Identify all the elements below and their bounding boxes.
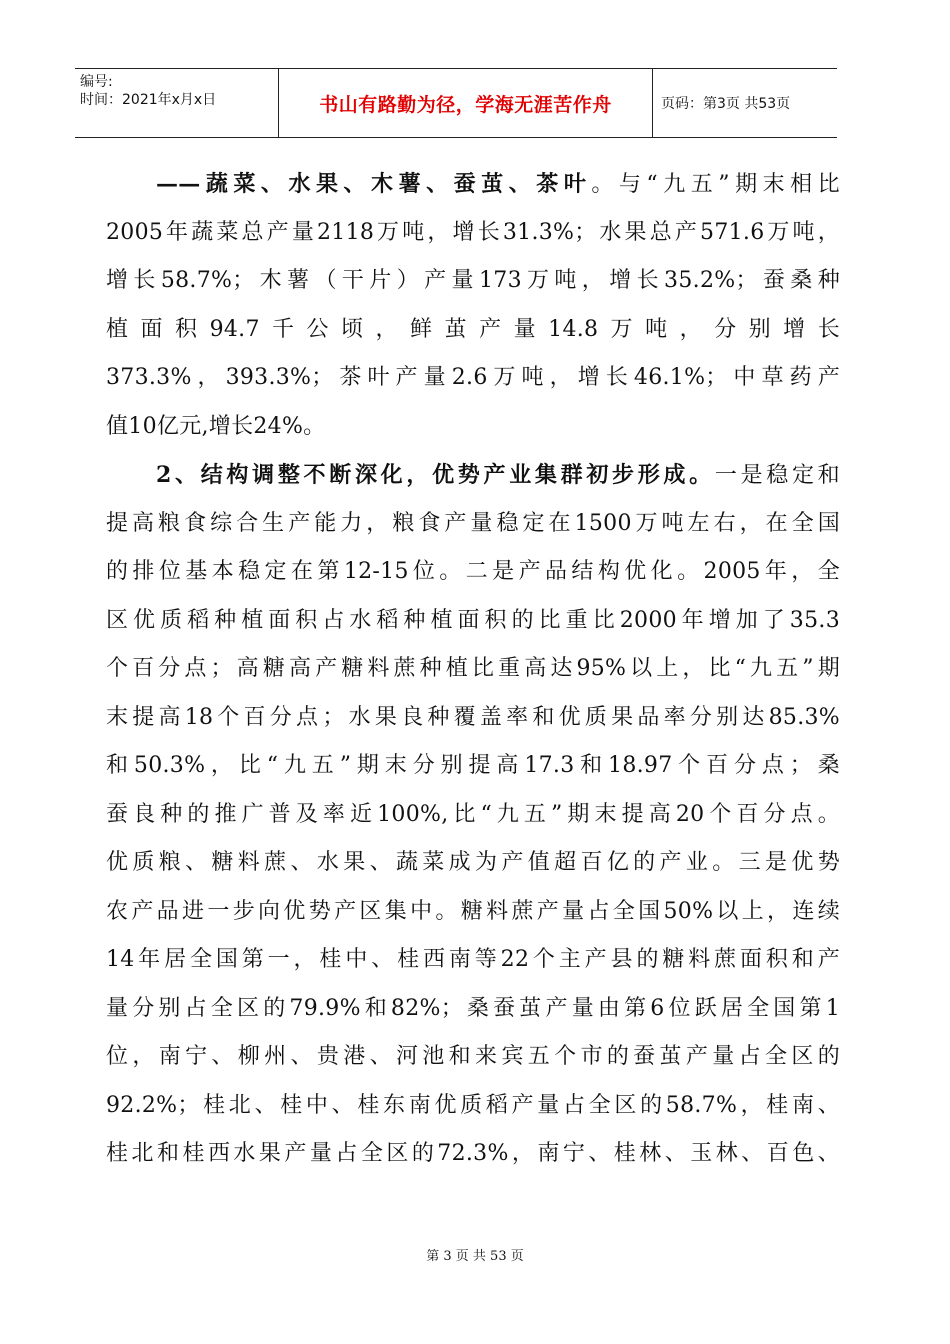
line-text: 优质粮、糖料蔗、水果、蔬菜成为产值超百亿的产业。三是优势 [106,850,840,875]
line-text: 92.2%；桂北、桂中、桂东南优质稻产量占全区的58.7%，桂南、 [106,1092,840,1118]
text-line [106,936,840,985]
line-text: 蚕良种的推广普及率近100%,比“九五”期末提高20个百分点。 [106,801,840,827]
text-line [106,1082,840,1131]
bold-heading: ——蔬菜、水果、木薯、蚕茧、茶叶 [156,171,592,197]
text-line [106,1130,840,1179]
line-text: 。与“九五”期末相比 [591,172,840,197]
text-line [106,694,840,743]
text-line [106,1033,840,1082]
line-text: 和50.3%，比“九五”期末分别提高17.3和18.97个百分点；桑 [106,753,840,778]
line-text: 值10亿元,增长24%。 [106,413,326,439]
bold-heading: 2、结构调整不断深化，优势产业集群初步形成。 [156,462,715,488]
line-text: 373.3%，393.3%；茶叶产量2.6万吨，增长46.1%；中草药产 [106,365,840,390]
paragraph-1 [106,160,840,451]
document-body [106,160,840,1179]
line-text: 一是稳定和 [714,463,840,488]
page-footer: 第 3 页 共 53 页 [426,1249,524,1264]
line-text: 桂北和桂西水果产量占全区的72.3%，南宁、桂林、玉林、百色、 [106,1141,840,1166]
line-text: 末提高18个百分点；水果良种覆盖率和优质果品率分别达85.3% [106,704,840,730]
line-text: 提高粮食综合生产能力，粮食产量稳定在1500万吨左右，在全国 [106,510,840,536]
header-motto: 书山有路勤为径，学海无涯苦作舟 [319,93,612,116]
text-line [106,209,840,258]
text-line [106,403,840,452]
line-text: 的排位基本稳定在第12-15位。二是产品结构优化。2005年，全 [106,559,840,584]
text-line [106,354,840,403]
text-line [106,839,840,888]
document-header [75,68,837,138]
line-text: 增长58.7%；木薯（干片）产量173万吨，增长35.2%；蚕桑种 [106,268,840,293]
line-text: 区优质稻种植面积占水稻种植面积的比重比2000年增加了35.3 [106,607,840,633]
text-line [106,306,840,355]
text-line [106,548,840,597]
header-page-label: 页码：第3页 共53页 [661,96,791,112]
line-text: 农产品进一步向优势产区集中。糖料蔗产量占全国50%以上，连续 [106,898,840,924]
text-line [106,742,840,791]
line-text: 个百分点；高糖高产糖料蔗种植比重高达95%以上，比“九五”期 [106,656,840,681]
line-text: 植面积94.7千公顷，鲜茧产量14.8万吨，分别增长 [106,316,840,342]
header-meta [80,73,216,109]
number-label: 编号: [80,74,113,90]
text-line [106,645,840,694]
line-text: 2005年蔬菜总产量2118万吨，增长31.3%；水果总产571.6万吨， [106,219,840,245]
text-line [106,160,840,209]
line-text: 14年居全国第一，桂中、桂西南等22个主产县的糖料蔗面积和产 [106,947,840,972]
text-line [106,451,840,500]
line-text: 量分别占全区的79.9%和82%；桑蚕茧产量由第6位跃居全国第1 [106,995,840,1021]
text-line [106,500,840,549]
text-line [106,257,840,306]
text-line [106,985,840,1034]
paragraph-2 [106,451,840,1179]
time-label: 时间：2021年x月x日 [80,92,217,108]
line-text: 位，南宁、柳州、贵港、河池和来宾五个市的蚕茧产量占全区的 [106,1044,840,1069]
text-line [106,888,840,937]
text-line [106,791,840,840]
text-line [106,597,840,646]
